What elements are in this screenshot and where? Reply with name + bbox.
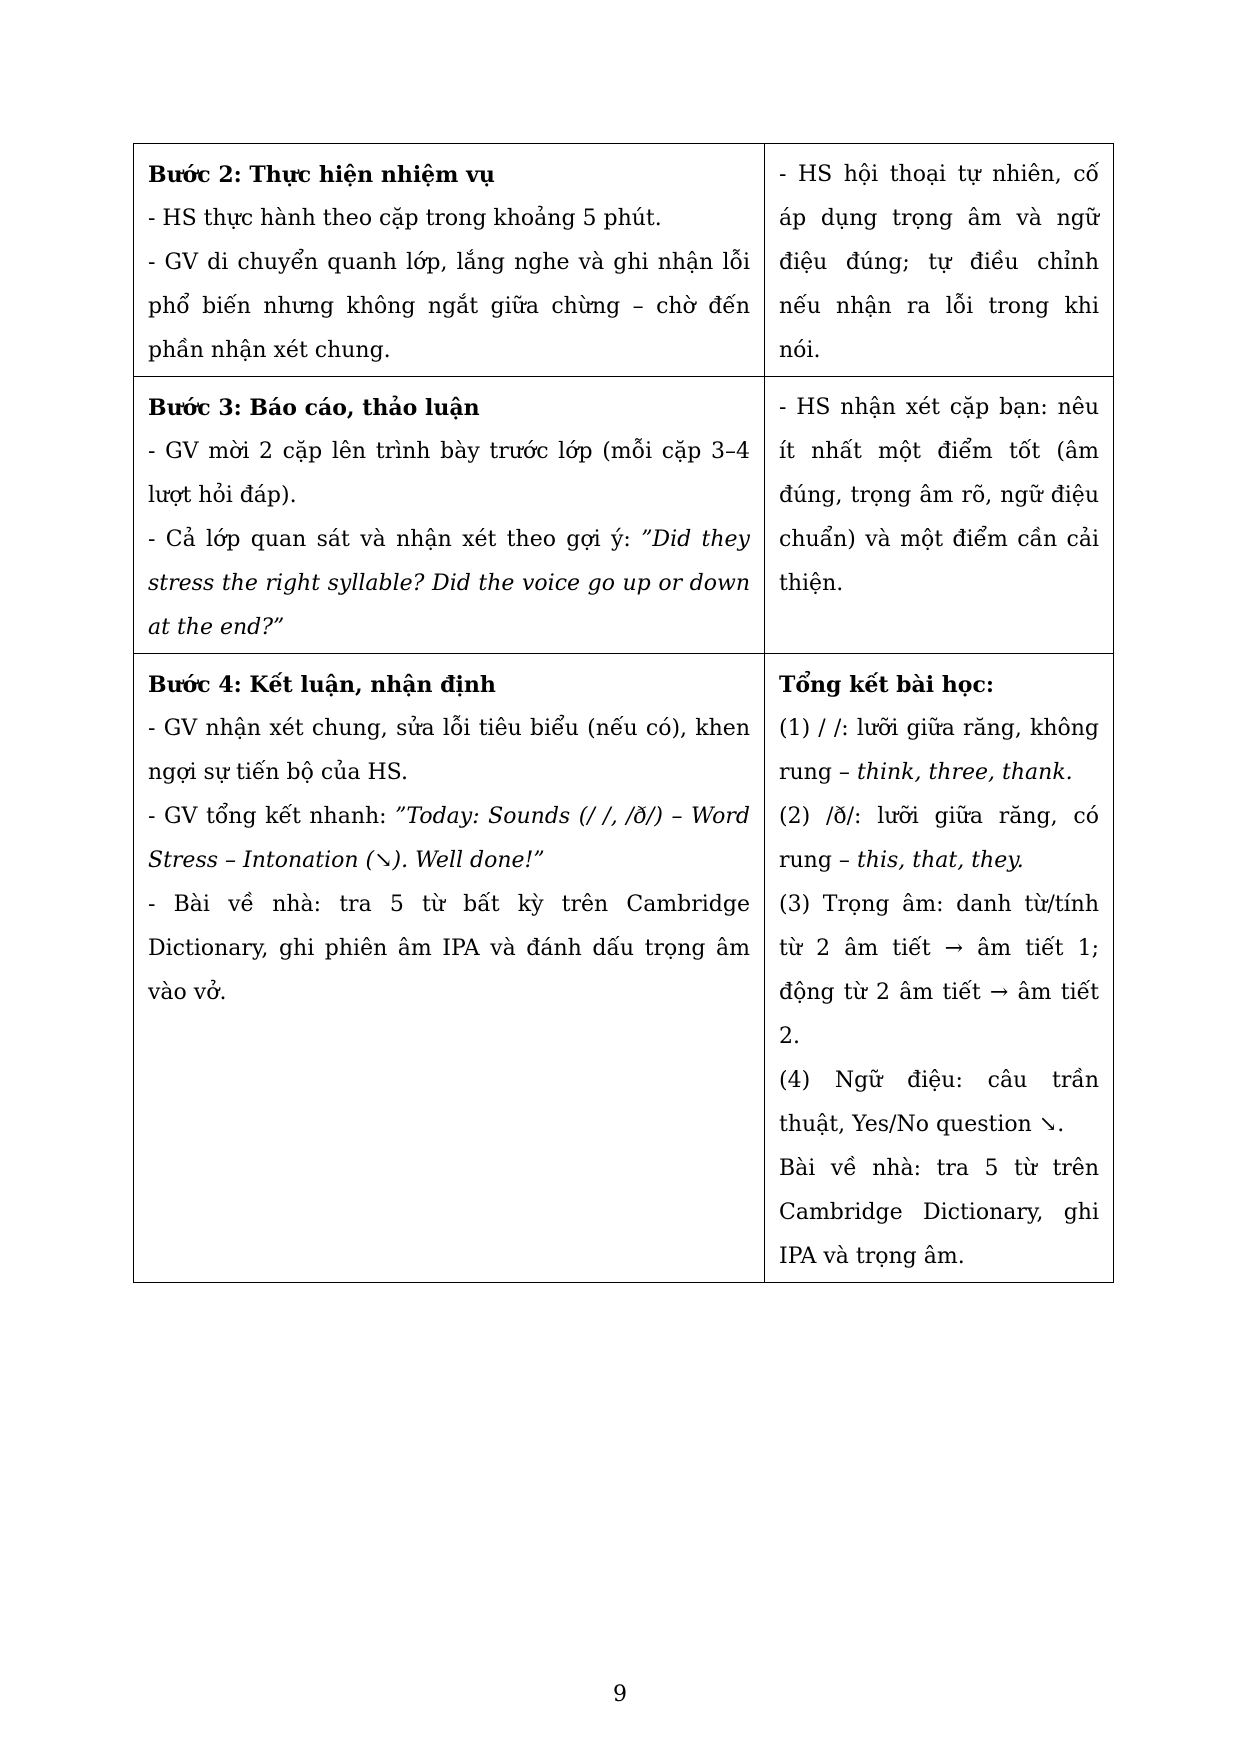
summary-point-3: (3) Trọng âm: danh từ/tính từ 2 âm tiết → âm tiết 1; động từ 2 âm tiết → âm tiết 2.: [779, 892, 1099, 1049]
step-3-prompt: [148, 518, 750, 650]
teacher-activity-cell-step-2: [134, 144, 765, 377]
step-4-recap-quote: ”Today: Sounds (/ /, /ð/) – Word Stress – Intonation (↘). Well done!”: [148, 804, 750, 873]
lesson-summary-title: Tổng kết bài học:: [779, 672, 994, 698]
summary-point-2-examples: this, that, they.: [856, 848, 1024, 873]
summary-homework: Bài về nhà: tra 5 từ trên Cambridge Dictionary, ghi IPA và trọng âm.: [779, 1156, 1099, 1269]
summary-point-1: [779, 707, 1099, 795]
lesson-activity-table: [133, 143, 1114, 1283]
step-2-item-2: - GV di chuyển quanh lớp, lắng nghe và ghi nhận lỗi phổ biến nhưng không ngắt giữa chừng – chờ đến phần nhận xét chung.: [148, 250, 750, 363]
step-4-homework: - Bài về nhà: tra 5 từ bất kỳ trên Cambridge Dictionary, ghi phiên âm IPA và đánh dấu trọng âm vào vở.: [148, 892, 750, 1005]
summary-point-2-lead: (2) /ð/: lưỡi giữa răng, có rung –: [779, 804, 1099, 873]
step-2-student-activity: - HS hội thoại tự nhiên, cố áp dụng trọng âm và ngữ điệu đúng; tự điều chỉnh nếu nhận ra lỗi trong khi nói.: [779, 162, 1099, 363]
step-2-heading: Bước 2: Thực hiện nhiệm vụ: [148, 162, 495, 188]
step-4-recap-lead: - GV tổng kết nhanh:: [148, 804, 396, 829]
step-3-student-activity: - HS nhận xét cặp bạn: nêu ít nhất một điểm tốt (âm đúng, trọng âm rõ, ngữ điệu chuẩn) và một điểm cần cải thiện.: [779, 395, 1099, 596]
table-row-step-3: [134, 377, 1114, 654]
table-row-step-2: [134, 144, 1114, 377]
table-row-step-4: [134, 654, 1114, 1283]
page-number: 9: [613, 1682, 627, 1707]
teacher-activity-cell-step-4: [134, 654, 765, 1283]
lesson-summary-cell: [765, 654, 1114, 1283]
summary-point-1-examples: think, three, thank.: [856, 760, 1073, 785]
step-3-heading: Bước 3: Báo cáo, thảo luận: [148, 395, 480, 421]
step-4-heading: Bước 4: Kết luận, nhận định: [148, 672, 496, 698]
step-4-item-1: - GV nhận xét chung, sửa lỗi tiêu biểu (nếu có), khen ngợi sự tiến bộ của HS.: [148, 716, 750, 785]
summary-point-1-lead: (1) / /: lưỡi giữa răng, không rung –: [779, 716, 1099, 785]
step-2-item-1: - HS thực hành theo cặp trong khoảng 5 phút.: [148, 206, 662, 231]
teacher-activity-cell-step-3: [134, 377, 765, 654]
summary-point-4: (4) Ngữ điệu: câu trần thuật, Yes/No question ↘.: [779, 1068, 1099, 1137]
step-3-prompt-quote: ”Did they stress the right syllable? Did the voice go up or down at the end?”: [148, 527, 750, 640]
summary-point-2: [779, 795, 1099, 883]
student-activity-cell-step-3: [765, 377, 1114, 654]
step-3-item-1: - GV mời 2 cặp lên trình bày trước lớp (mỗi cặp 3–4 lượt hỏi đáp).: [148, 439, 750, 508]
step-4-recap: [148, 795, 750, 883]
student-activity-cell-step-2: [765, 144, 1114, 377]
step-3-prompt-lead: - Cả lớp quan sát và nhận xét theo gợi ý:: [148, 527, 642, 552]
